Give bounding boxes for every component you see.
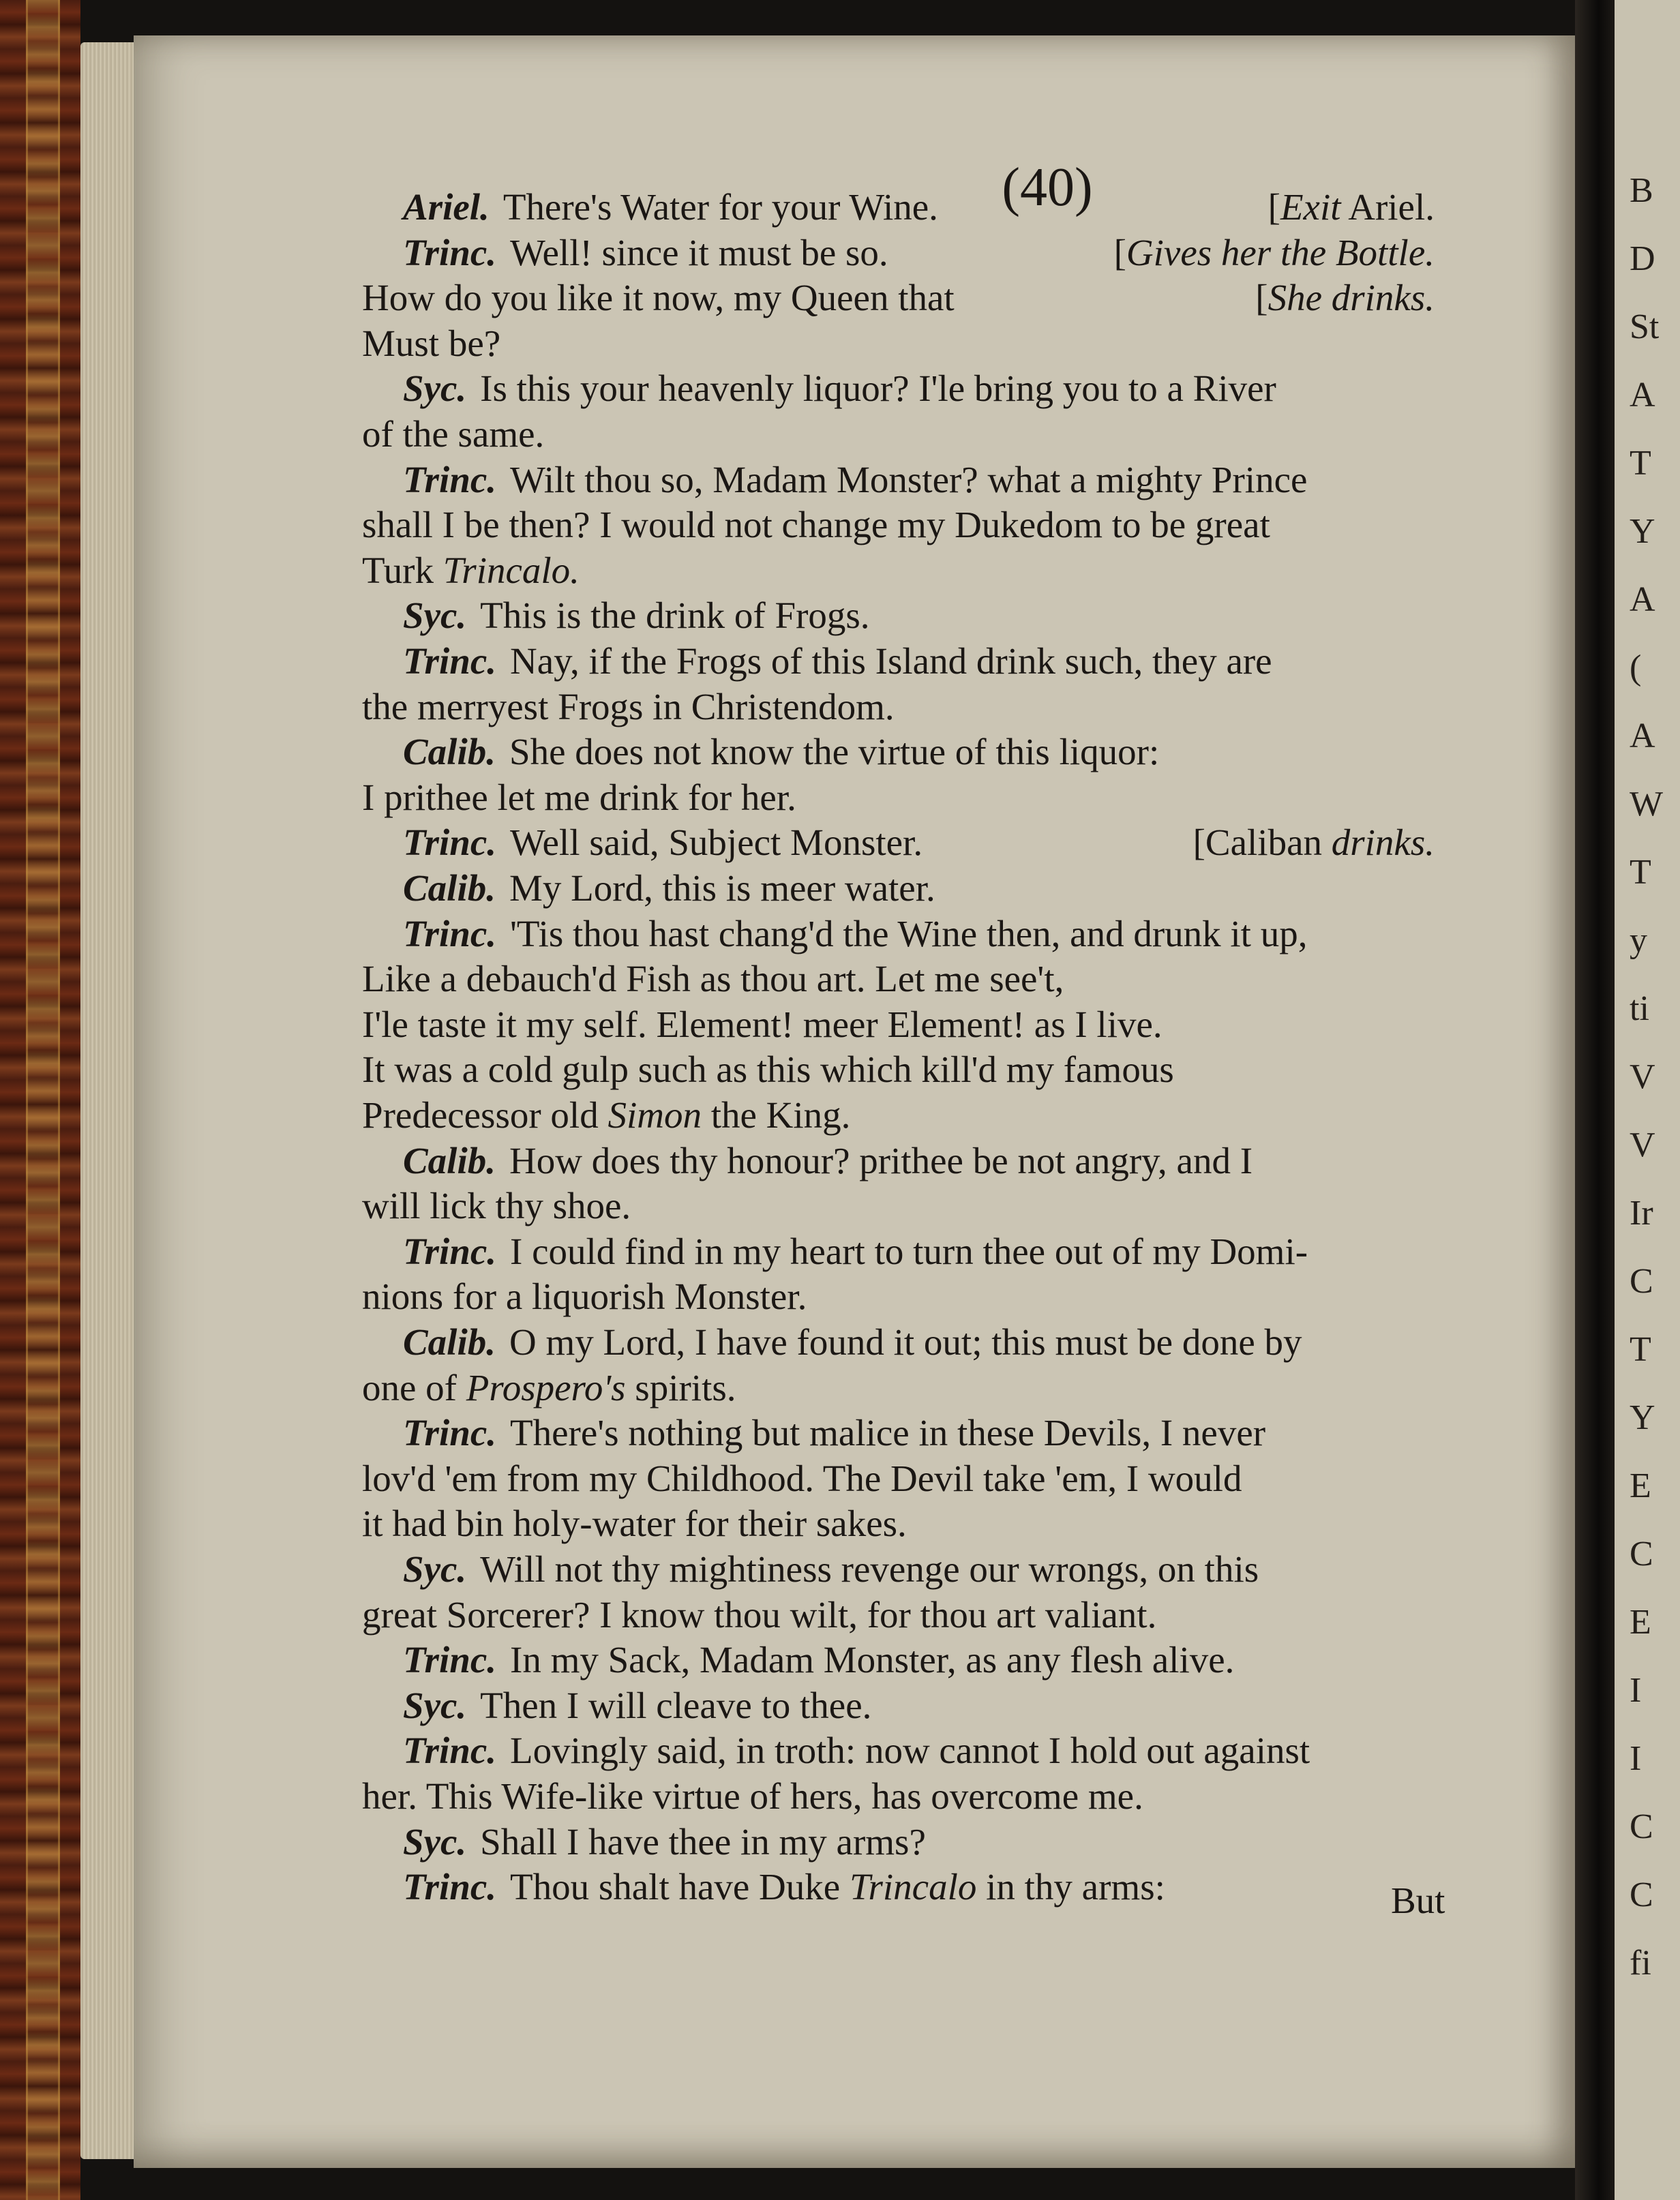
text-line [403, 1684, 1597, 1728]
text-line [403, 1820, 1597, 1864]
text-line [362, 1366, 1597, 1410]
facing-page-letter: I [1630, 1671, 1642, 1710]
gilt-edge-decoration [26, 0, 60, 2200]
speaker-name: Calib. [403, 867, 496, 909]
line-text: Nay, if the Frogs of this Island drink such, they are [510, 640, 1272, 682]
text-line [362, 685, 1597, 729]
line-text: 'Tis thou hast chang'd the Wine then, and drunk it up, [510, 912, 1308, 954]
line-text: in thy arms: [976, 1866, 1165, 1908]
line-text: Well said, Subject Monster. [510, 822, 923, 864]
text-line [403, 821, 1597, 864]
facing-page-letter: B [1630, 171, 1653, 210]
line-text: her. This Wife-like virtue of hers, has overcome me. [362, 1775, 1143, 1817]
italic-name: Simon [608, 1094, 702, 1136]
text-line [403, 1139, 1597, 1183]
facing-page-letter: I [1630, 1739, 1642, 1778]
line-text: Must be? [362, 322, 501, 364]
play-text [134, 35, 1575, 2168]
speaker-name: Calib. [403, 1139, 496, 1181]
line-text: This is the drink of Frogs. [480, 594, 870, 637]
line-text: It was a cold gulp such as this which kill'd my famous [362, 1049, 1174, 1091]
line-text: Well! since it must be so. [510, 231, 888, 273]
speaker-name: Trinc. [403, 1866, 496, 1908]
text-line [403, 867, 1597, 910]
line-text: it had bin holy-water for their sakes. [362, 1503, 907, 1545]
line-text: Lovingly said, in troth: now cannot I hold out against [510, 1730, 1310, 1772]
facing-page-letter: T [1630, 444, 1651, 483]
speaker-name: Ariel. [403, 186, 490, 228]
line-text: the King. [701, 1094, 851, 1136]
text-line [362, 322, 1597, 365]
speaker-name: Trinc. [403, 1730, 496, 1772]
text-line [403, 231, 1597, 275]
line-text: will lick thy shoe. [362, 1185, 631, 1227]
text-line [403, 458, 1597, 502]
line-text: shall I be then? I would not change my Dukedom to be great [362, 504, 1270, 546]
stage-direction-text: Gives her the Bottle. [1126, 231, 1435, 273]
facing-page-letter: y [1630, 921, 1647, 960]
text-line [403, 367, 1597, 410]
line-text: of the same. [362, 413, 545, 455]
text-line [362, 957, 1597, 1001]
facing-page-letter: A [1630, 580, 1655, 619]
line-text: Wilt thou so, Madam Monster? what a mighty Prince [510, 458, 1308, 500]
line-text: Then I will cleave to thee. [480, 1684, 872, 1726]
italic-name: Trincalo [849, 1866, 977, 1908]
facing-page-letter: D [1630, 239, 1655, 278]
text-line [362, 1457, 1597, 1501]
line-text: She does not know the virtue of this liquor: [509, 731, 1160, 773]
stage-direction-text: She drinks. [1268, 277, 1435, 319]
facing-page-letter: A [1630, 717, 1655, 755]
text-line [403, 912, 1597, 956]
speaker-name: Trinc. [403, 912, 496, 954]
italic-name: Trincalo. [442, 549, 580, 591]
text-line [403, 639, 1597, 683]
stage-direction [1114, 231, 1435, 275]
text-line [403, 185, 1597, 229]
line-text: How do you like it now, my Queen that [362, 277, 955, 319]
facing-page-letter: E [1630, 1603, 1651, 1642]
text-line [362, 503, 1597, 547]
line-text: I could find in my heart to turn thee out of my Domi- [510, 1230, 1308, 1272]
stage-direction-text: [ [1192, 822, 1205, 864]
text-line [362, 1094, 1597, 1137]
facing-page-letter: fi [1630, 1944, 1651, 1983]
stage-direction [1268, 185, 1435, 229]
catchword: But [1391, 1880, 1445, 1921]
facing-page-letter: ti [1630, 989, 1649, 1028]
text-line [403, 594, 1597, 637]
text-line [362, 549, 1597, 592]
speaker-name: Trinc. [403, 1639, 496, 1681]
facing-page-letter: W [1630, 785, 1664, 824]
facing-page-letter: ( [1630, 648, 1642, 687]
text-line [403, 1638, 1597, 1682]
stage-direction [1255, 276, 1435, 320]
line-text: Turk [362, 549, 443, 591]
text-line [403, 1321, 1597, 1364]
text-line [362, 1003, 1597, 1046]
text-line [362, 1048, 1597, 1091]
speaker-name: Trinc. [403, 822, 496, 864]
text-line [362, 412, 1597, 456]
facing-page-letter: V [1630, 1126, 1655, 1164]
line-text: lov'd 'em from my Childhood. The Devil take 'em, I would [362, 1457, 1242, 1499]
facing-page-letter: V [1630, 1057, 1655, 1096]
line-text: There's nothing but malice in these Devils, I never [510, 1412, 1266, 1454]
text-line [362, 1593, 1597, 1637]
stage-direction-text: Ariel. [1340, 186, 1435, 228]
speaker-name: Trinc. [403, 231, 496, 273]
speaker-name: Calib. [403, 731, 496, 773]
facing-page-letter: St [1630, 307, 1660, 346]
italic-name: Prospero's [466, 1366, 626, 1408]
speaker-name: Syc. [403, 367, 467, 410]
line-text: Predecessor old [362, 1094, 608, 1136]
line-text: I prithee let me drink for her. [362, 776, 796, 818]
text-line [362, 1502, 1597, 1546]
speaker-name: Trinc. [403, 1230, 496, 1272]
line-text: How does thy honour? prithee be not angry, and I [509, 1139, 1253, 1181]
facing-page-letter: T [1630, 853, 1651, 892]
speaker-name: Trinc. [403, 1412, 496, 1454]
line-text: Thou shalt have Duke [510, 1866, 850, 1908]
line-text: spirits. [625, 1366, 736, 1408]
line-text: O my Lord, I have found it out; this must be done by [509, 1321, 1302, 1363]
text-line [362, 776, 1597, 819]
speaker-name: Syc. [403, 1548, 467, 1590]
line-text: one of [362, 1366, 466, 1408]
text-line [403, 1548, 1597, 1591]
text-line [362, 276, 1597, 320]
facing-page-letter: C [1630, 1807, 1653, 1846]
speaker-name: Syc. [403, 1684, 467, 1726]
facing-page-letter: C [1630, 1875, 1653, 1914]
text-line [403, 730, 1597, 774]
facing-page-letter: C [1630, 1262, 1653, 1301]
page-number: (40) [1002, 157, 1093, 217]
text-line [362, 1275, 1597, 1319]
line-text: Shall I have thee in my arms? [480, 1820, 926, 1863]
book-binding [0, 0, 80, 2200]
line-text: My Lord, this is meer water. [509, 867, 935, 909]
text-line [362, 1775, 1597, 1818]
stage-direction-text: [ [1113, 231, 1126, 273]
line-text: I'le taste it my self. Element! meer Element! as I live. [362, 1003, 1162, 1045]
facing-page-edge [1615, 0, 1680, 2200]
text-line [403, 1729, 1597, 1773]
facing-page-letter: A [1630, 376, 1655, 415]
facing-page-letter: C [1630, 1535, 1653, 1573]
facing-page-letter: Y [1630, 1398, 1655, 1437]
line-text: Will not thy mightiness revenge our wrongs, on this [480, 1548, 1259, 1590]
line-text: There's Water for your Wine. [502, 186, 938, 228]
page-block-edges [80, 42, 136, 2159]
line-text: Is this your heavenly liquor? I'le bring you to a River [480, 367, 1276, 410]
stage-direction-text: [ [1255, 277, 1268, 319]
line-text: In my Sack, Madam Monster, as any flesh alive. [510, 1639, 1235, 1681]
facing-page-letter: T [1630, 1330, 1651, 1369]
speaker-name: Syc. [403, 1820, 467, 1863]
line-text: the merryest Frogs in Christendom. [362, 685, 895, 727]
speaker-name: Trinc. [403, 458, 496, 500]
text-line [403, 1230, 1597, 1274]
speaker-name: Calib. [403, 1321, 496, 1363]
speaker-name: Syc. [403, 594, 467, 637]
line-text: nions for a liquorish Monster. [362, 1276, 807, 1318]
text-line [362, 1184, 1597, 1228]
stage-direction [1193, 821, 1435, 864]
stage-direction-text: [ [1268, 186, 1280, 228]
stage-direction-text: drinks. [1331, 822, 1435, 864]
facing-page-letter: Y [1630, 512, 1655, 551]
facing-page-letter: Ir [1630, 1194, 1653, 1233]
stage-direction-text: Caliban [1205, 822, 1332, 864]
line-text: Like a debauch'd Fish as thou art. Let me see't, [362, 958, 1064, 1000]
line-text: great Sorcerer? I know thou wilt, for thou art valiant. [362, 1593, 1157, 1636]
text-line [403, 1411, 1597, 1455]
facing-page-letter: E [1630, 1466, 1651, 1505]
book-page [134, 35, 1575, 2168]
speaker-name: Trinc. [403, 640, 496, 682]
stage-direction-text: Exit [1280, 186, 1341, 228]
